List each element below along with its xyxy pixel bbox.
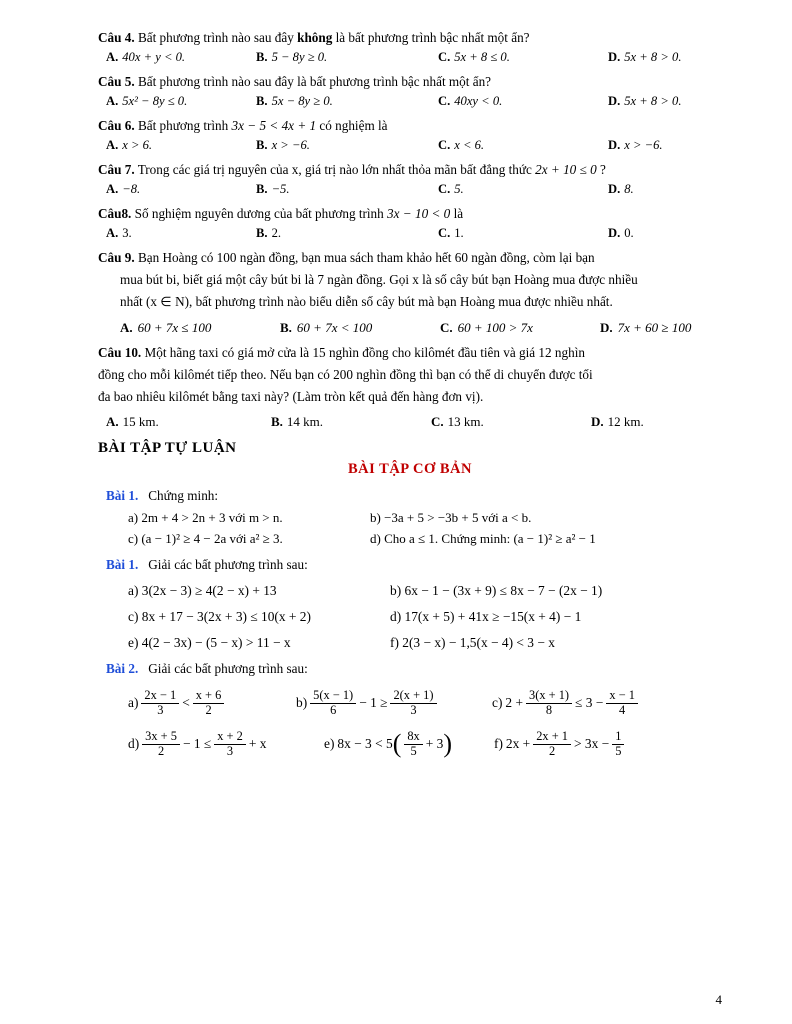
question-block-cau5 (98, 72, 722, 111)
question-block-cau10 (98, 343, 722, 432)
question-label: Câu 7. (98, 162, 135, 178)
option-c[interactable]: C. x < 6. (438, 138, 485, 153)
question-stem-part2: ? (596, 162, 606, 178)
option-b[interactable]: B. 5x − 8y ≥ 0. (256, 94, 333, 109)
exercise-row (128, 531, 722, 547)
exercise-item-f: f) 2(3 − x) − 1,5(x − 4) < 3 − x (390, 634, 555, 650)
question-text-cau10-line3: đa bao nhiêu kilômét bằng taxi này? (Làm tròn kết quả đến hàng đơn vị). (98, 388, 484, 404)
question-text-cau10-line1: Câu 10. Một hãng taxi có giá mở cửa là 15 nghìn đồng cho kilômét đầu tiên và giá 12 nghìn (98, 345, 585, 361)
option-row (106, 224, 722, 243)
question-stem: Bất phương trình nào sau đây là bất phương trình bậc nhất một ẩn? (137, 74, 492, 90)
section-title-co-ban: BÀI TẬP CƠ BẢN (348, 460, 472, 477)
exercise-row (128, 635, 722, 651)
exercise-item-f: f) 2x + $\frac{2x + 1}{2}$ > 3x − $\frac{1}{5}$ (494, 730, 627, 759)
question-label: Câu 6. (98, 118, 135, 134)
option-d[interactable]: D. 0. (608, 226, 634, 241)
fraction-rhs: $\frac{2(x + 1)}{3}$ (390, 689, 436, 718)
question-stem-emphasis: không (297, 30, 333, 45)
question-label: Câu 9. (98, 250, 135, 266)
option-c[interactable]: C. 5x + 8 ≤ 0. (438, 50, 510, 65)
option-row (106, 412, 722, 432)
exercise-heading (106, 661, 722, 677)
option-row (106, 48, 722, 67)
exercise-item-a: a) 2m + 4 > 2n + 3 với m > n. (128, 509, 283, 525)
question-expression: 2x + 10 ≤ 0 (535, 162, 597, 178)
exercise-item-d: d) $\frac{3x + 5}{2}$ − 1 ≤ $\frac{x + 2}{3}$ + x (128, 728, 267, 758)
question-stem-part1: Bất phương trình nào sau đây (137, 30, 298, 45)
question-block-cau8 (98, 204, 722, 243)
exercise-row-fractions-1 (128, 689, 722, 718)
exercise-heading (106, 557, 722, 573)
exercise-title: Chứng minh: (148, 487, 219, 503)
exercise-row (128, 510, 722, 526)
option-b[interactable]: B. 2. (256, 226, 282, 241)
option-row (106, 180, 722, 199)
exercise-row-fractions-2 (128, 730, 722, 759)
question-expression: 3x − 10 < 0 (387, 206, 451, 222)
question-text-cau9-line1: Câu 9. Bạn Hoàng có 100 ngàn đồng, bạn mua sách tham khảo hết 60 ngàn đồng, còm lại bạn (98, 250, 595, 266)
option-row (120, 318, 722, 338)
exercise-block-1 (98, 488, 722, 547)
exercise-block-3 (98, 661, 722, 759)
exercise-item-a: a) $\frac{2x - 1}{3}$ < $\frac{x + 6}{2}$ (128, 689, 296, 718)
question-block-cau9 (98, 248, 722, 337)
exercise-heading (106, 488, 722, 504)
exercise-item-a: a) 3(2x − 3) ≥ 4(2 − x) + 13 (128, 582, 277, 598)
question-label: Câu 5. (98, 74, 135, 90)
option-d[interactable]: D. 8. (608, 182, 634, 197)
question-text-cau9-line3: nhất (x ∈ N), bất phương trình nào biểu diễn số cây bút mà bạn Hoàng mua được nhiều nhất. (120, 293, 613, 309)
option-c[interactable]: C. 60 + 100 > 7x (440, 319, 533, 335)
exercise-item-b: b) 6x − 1 − (3x + 9) ≤ 8x − 7 − (2x − 1) (390, 582, 603, 598)
option-b[interactable]: B. 5 − 8y ≥ 0. (256, 50, 328, 65)
option-a[interactable]: A. 40x + y < 0. (106, 50, 186, 65)
exercise-item-c: c) (a − 1)² ≥ 4 − 2a với a² ≥ 3. (128, 530, 283, 546)
question-stem-part2: có nghiệm là (316, 118, 388, 134)
exercise-item-c: c) 2 + $\frac{3(x + 1)}{8}$ ≤ 3 − $\frac{x - 1}{4}$ (492, 689, 641, 718)
question-text-cau4 (98, 28, 722, 47)
exercise-item-e: e) 4(2 − 3x) − (5 − x) > 11 − x (128, 634, 291, 650)
option-a[interactable]: A. 5x² − 8y ≤ 0. (106, 94, 188, 109)
option-c[interactable]: C. 5. (438, 182, 464, 197)
question-label: Câu 10. (98, 345, 142, 361)
option-b[interactable]: B. −5. (256, 182, 290, 197)
exercise-label: Bài 1. (106, 556, 139, 572)
exercise-item-d: d) 17(x + 5) + 41x ≥ −15(x + 4) − 1 (390, 608, 582, 624)
exercise-row (128, 583, 722, 599)
option-b[interactable]: B. x > −6. (256, 138, 310, 153)
option-a[interactable]: A. 15 km. (106, 414, 159, 430)
question-text-cau10-line2: đồng cho mỗi kilômét tiếp theo. Nếu bạn có 200 nghìn đồng thì bạn có thể di chuyển được tối (98, 366, 593, 382)
exercise-label: Bài 1. (106, 487, 139, 503)
exercise-label: Bài 2. (106, 660, 139, 676)
exercise-title: Giải các bất phương trình sau: (148, 660, 308, 676)
question-label: Câu 4. (98, 30, 135, 45)
fraction-rhs: $\frac{x + 6}{2}$ (193, 689, 225, 718)
fraction-rhs: $\frac{x + 2}{3}$ (214, 730, 246, 759)
exercise-item-c: c) 8x + 17 − 3(2x + 3) ≤ 10(x + 2) (128, 608, 311, 624)
question-text-cau6 (98, 116, 722, 135)
question-stem-part1: Bất phương trình (137, 118, 232, 134)
option-d[interactable]: D. 12 km. (591, 414, 644, 430)
option-d[interactable]: D. 7x + 60 ≥ 100 (600, 319, 692, 335)
exercise-item-b: b) −3a + 5 > −3b + 5 với a < b. (370, 509, 532, 525)
option-row (106, 92, 722, 111)
question-text-cau7 (98, 160, 722, 179)
fraction-rhs: $\frac{x - 1}{4}$ (606, 689, 638, 718)
question-text-cau8 (98, 204, 722, 223)
exercise-row (128, 609, 722, 625)
option-b[interactable]: B. 60 + 7x < 100 (280, 319, 373, 335)
option-c[interactable]: C. 13 km. (431, 414, 484, 430)
exercise-title: Giải các bất phương trình sau: (148, 556, 308, 572)
question-text-cau9-line2: mua bút bi, biết giá một cây bút bi là 7 ngàn đồng. Gọi x là số cây bút bạn Hoàng mua được nhiều (120, 271, 638, 287)
question-stem-part1: Trong các giá trị nguyên của x, giá trị nào lớn nhất thỏa mãn bất đẳng thức (137, 162, 536, 178)
fraction-lhs: $\frac{3x + 5}{2}$ (142, 730, 180, 759)
option-c[interactable]: C. 40xy < 0. (438, 94, 503, 109)
option-b[interactable]: B. 14 km. (271, 414, 324, 430)
fraction-lhs: $\frac{2x - 1}{3}$ (141, 689, 179, 718)
exercise-item-b: b) $\frac{5(x - 1)}{6}$ − 1 ≥ $\frac{2(x + 1)}{3}$ (296, 689, 492, 718)
option-a[interactable]: A. 3. (106, 226, 132, 241)
fraction-lhs: $\frac{5(x - 1)}{6}$ (310, 689, 356, 718)
question-stem-part2: là bất phương trình bậc nhất một ẩn? (332, 30, 530, 45)
fraction-lhs: $\frac{2x + 1}{2}$ (533, 730, 571, 759)
question-block-cau6 (98, 116, 722, 155)
option-c[interactable]: C. 1. (438, 226, 464, 241)
exercise-item-d: d) Cho a ≤ 1. Chứng minh: (a − 1)² ≥ a² − 1 (370, 530, 596, 546)
question-stem-part1: Số nghiệm nguyên dương của bất phương trình (134, 206, 388, 222)
option-a[interactable]: A. −8. (106, 182, 141, 197)
exercise-item-e: e) 8x − 3 < 5 ( $\frac{8x}{5}$ + 3 ) (324, 728, 453, 759)
option-d[interactable]: D. 5x + 8 > 0. (608, 50, 682, 65)
option-row (106, 136, 722, 155)
option-d[interactable]: D. x > −6. (608, 138, 663, 153)
fraction-rhs: $\frac{1}{5}$ (612, 730, 624, 759)
fraction-lhs: $\frac{3(x + 1)}{8}$ (526, 689, 572, 718)
option-a[interactable]: A. 60 + 7x ≤ 100 (120, 319, 212, 335)
question-expression: 3x − 5 < 4x + 1 (231, 118, 317, 134)
question-block-cau4 (98, 28, 722, 67)
question-stem-part2: là (450, 206, 464, 222)
exercise-block-2 (98, 557, 722, 651)
page-number: 4 (715, 992, 722, 1007)
option-d[interactable]: D. 5x + 8 > 0. (608, 94, 682, 109)
question-label: Câu8. (98, 206, 132, 222)
question-block-cau7 (98, 160, 722, 199)
fraction-inner: $\frac{8x}{5}$ (404, 730, 422, 759)
question-text-cau5 (98, 72, 722, 91)
section-title-tu-luan: BÀI TẬP TỰ LUẬN (98, 439, 237, 456)
option-a[interactable]: A. x > 6. (106, 138, 153, 153)
